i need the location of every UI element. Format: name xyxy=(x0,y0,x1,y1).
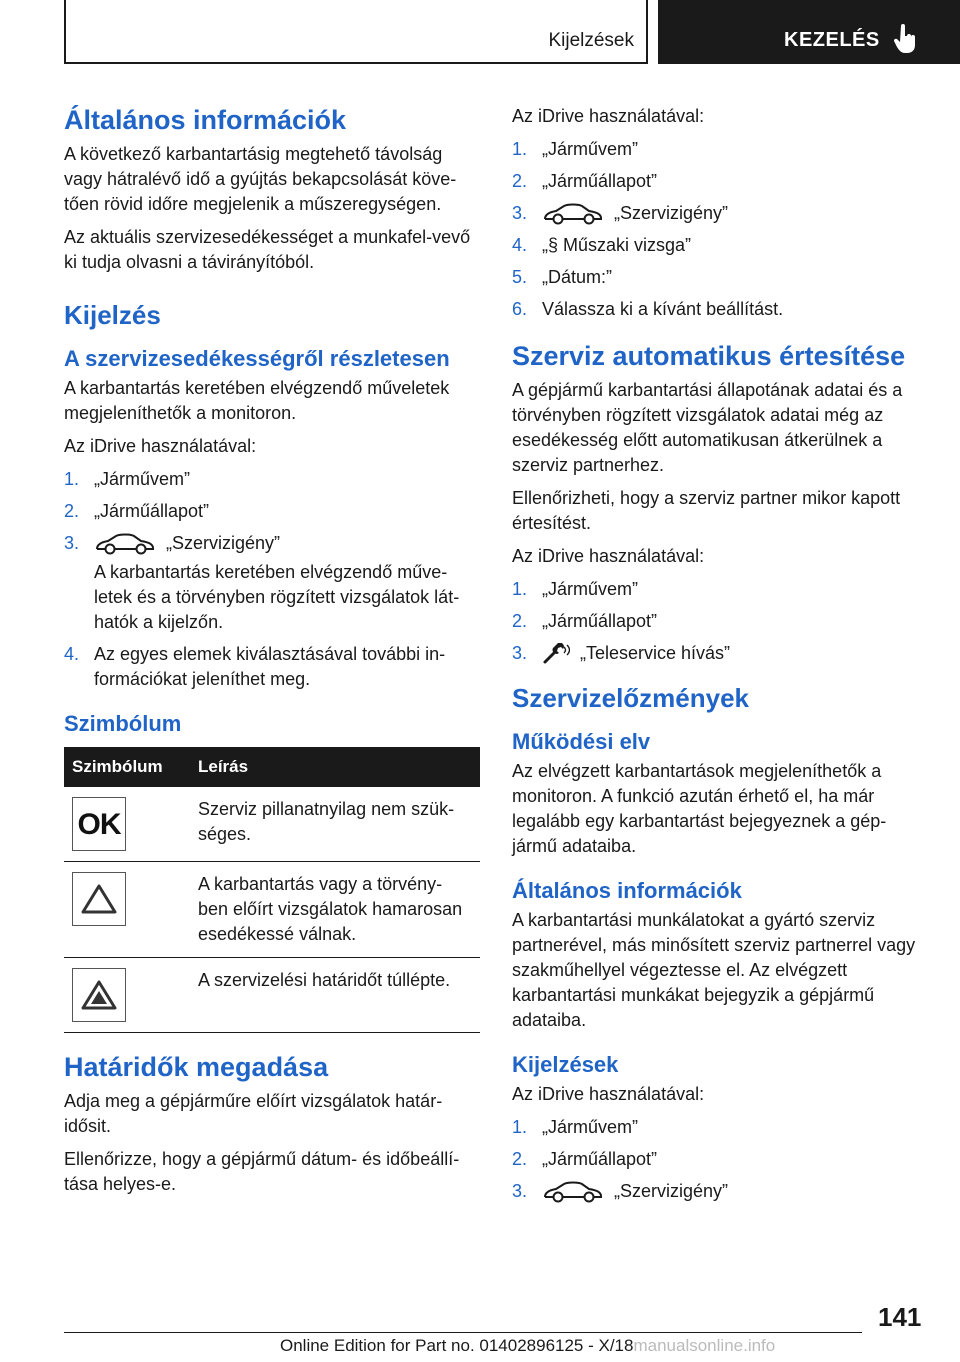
left-column xyxy=(64,104,480,1205)
list-item: 3. „Szervizigény” xyxy=(512,201,922,226)
ok-icon: OK xyxy=(72,797,126,851)
list-item: 2. „Járműállapot” xyxy=(512,1149,658,1169)
heading-history: Szervizelőzmények xyxy=(512,683,750,713)
car-icon xyxy=(542,1181,604,1203)
table-header-symbol: Szimbólum xyxy=(64,747,190,787)
list-item: 4. Az egyes elemek kiválasztásával további in-formációkat jeleníthet meg. xyxy=(64,644,446,689)
paragraph: Az elvégzett karbantartások megjeleníthetők a monitoron. A funkció azután érhető el, ha már legalább egy karbantartást bejegyeznek a gép-jármű adataiba. xyxy=(512,761,887,856)
list-item: 1. „Járművem” xyxy=(64,469,191,489)
heading-auto-notify: Szerviz automatikus értesítése xyxy=(512,341,906,371)
heading-detail: A szervizesedékességről részletesen xyxy=(64,346,450,371)
paragraph: Az iDrive használatával: xyxy=(512,546,705,566)
pointing-hand-icon xyxy=(894,24,918,54)
heading-symbol: Szimbólum xyxy=(64,711,182,736)
steps-list xyxy=(512,137,922,322)
table-row: OK Szerviz pillanatnyilag nem szük-séges. xyxy=(64,787,480,862)
list-item: 4. „§ Műszaki vizsga” xyxy=(512,235,692,255)
paragraph: Ellenőrizheti, hogy a szerviz partner mikor kapott értesítést. xyxy=(512,488,901,533)
table-row: A karbantartás vagy a törvény-ben előírt vizsgálatok hamarosan esedékessé válnak. xyxy=(64,862,480,958)
table-header-description: Leírás xyxy=(190,747,480,787)
paragraph: Az iDrive használatával: xyxy=(64,436,257,456)
list-item: 1. „Járművem” xyxy=(512,1117,639,1137)
heading-displays: Kijelzések xyxy=(512,1052,619,1077)
paragraph: A karbantartás keretében elvégzendő műveletek megjeleníthetők a monitoron. xyxy=(64,378,450,423)
header-section-box xyxy=(64,0,648,64)
list-item: 3. „Szervizigény” xyxy=(512,1179,922,1204)
paragraph: A gépjármű karbantartási állapotának adatai és a törvényben rögzített vizsgálatok adatai még az esedékesség előtt automatikusan átkerülnek a szerviz partnerhez. xyxy=(512,380,903,475)
paragraph: Az aktuális szervizesedékességet a munkafel-vevő ki tudja olvasni a távirányítóból. xyxy=(64,227,471,272)
paragraph: A következő karbantartásig megtehető távolság vagy hátralévő idő a gyújtás bekapcsolását köve-tően rövid időre megjelenik a műszeregységen. xyxy=(64,144,457,214)
heading-display: Kijelzés xyxy=(64,300,161,330)
list-item: 1. „Járművem” xyxy=(512,139,639,159)
heading-principle: Működési elv xyxy=(512,729,651,754)
list-item: 3. „Teleservice hívás” xyxy=(512,641,922,666)
overdue-triangle-icon xyxy=(72,968,126,1022)
header-chapter-label: KEZELÉS xyxy=(784,29,880,51)
paragraph: A karbantartási munkálatokat a gyártó szerviz partnerével, más minősített szerviz partnerrel vagy szakműhellyel végeztesse el. Az elvégzett karbantartási munkákat bejegyzik a gépjármű adataiba. xyxy=(512,910,916,1030)
paragraph: Ellenőrizze, hogy a gépjármű dátum- és időbeállí-tása helyes-e. xyxy=(64,1149,460,1194)
car-icon xyxy=(542,203,604,225)
wrench-teleservice-icon xyxy=(542,643,570,665)
header-section-title: Kijelzések xyxy=(548,30,634,51)
footer-edition-text: Online Edition for Part no. 01402896125 - X/18 xyxy=(280,1336,634,1355)
steps-list xyxy=(512,577,922,666)
table-row: A szervizelési határidőt túllépte. xyxy=(64,958,480,1033)
header-chapter-tab xyxy=(658,0,960,64)
warning-triangle-icon xyxy=(72,872,126,926)
list-item: 1. „Járművem” xyxy=(512,579,639,599)
steps-list xyxy=(64,467,480,692)
list-item: 2. „Járműállapot” xyxy=(512,171,658,191)
car-icon xyxy=(94,533,156,555)
steps-list xyxy=(512,1115,922,1204)
heading-deadlines: Határidők megadása xyxy=(64,1052,329,1082)
page-number: 141 xyxy=(878,1302,922,1332)
right-column xyxy=(512,104,922,1212)
paragraph: Adja meg a gépjárműre előírt vizsgálatok határ-idősit. xyxy=(64,1091,443,1136)
heading-general-info-2: Általános információk xyxy=(512,878,742,903)
footer-edition xyxy=(280,1336,775,1356)
list-item: 2. „Járműállapot” xyxy=(64,501,210,521)
symbol-table xyxy=(64,747,480,1033)
heading-general-info: Általános információk xyxy=(64,105,347,135)
paragraph: Az iDrive használatával: xyxy=(512,106,705,126)
footer-watermark: manualsonline.info xyxy=(633,1336,776,1355)
list-item: 5. „Dátum:” xyxy=(512,267,613,287)
footer-divider xyxy=(64,1332,862,1333)
paragraph: Az iDrive használatával: xyxy=(512,1084,705,1104)
list-item: 2. „Járműállapot” xyxy=(512,611,658,631)
list-item: 6. Válassza ki a kívánt beállítást. xyxy=(512,299,784,319)
list-item: 3. „Szervizigény” A karbantartás keretében elvégzendő műve-letek és a törvényben rögzített vizsgálatok lát-hatók a kijelzőn. xyxy=(64,533,460,632)
